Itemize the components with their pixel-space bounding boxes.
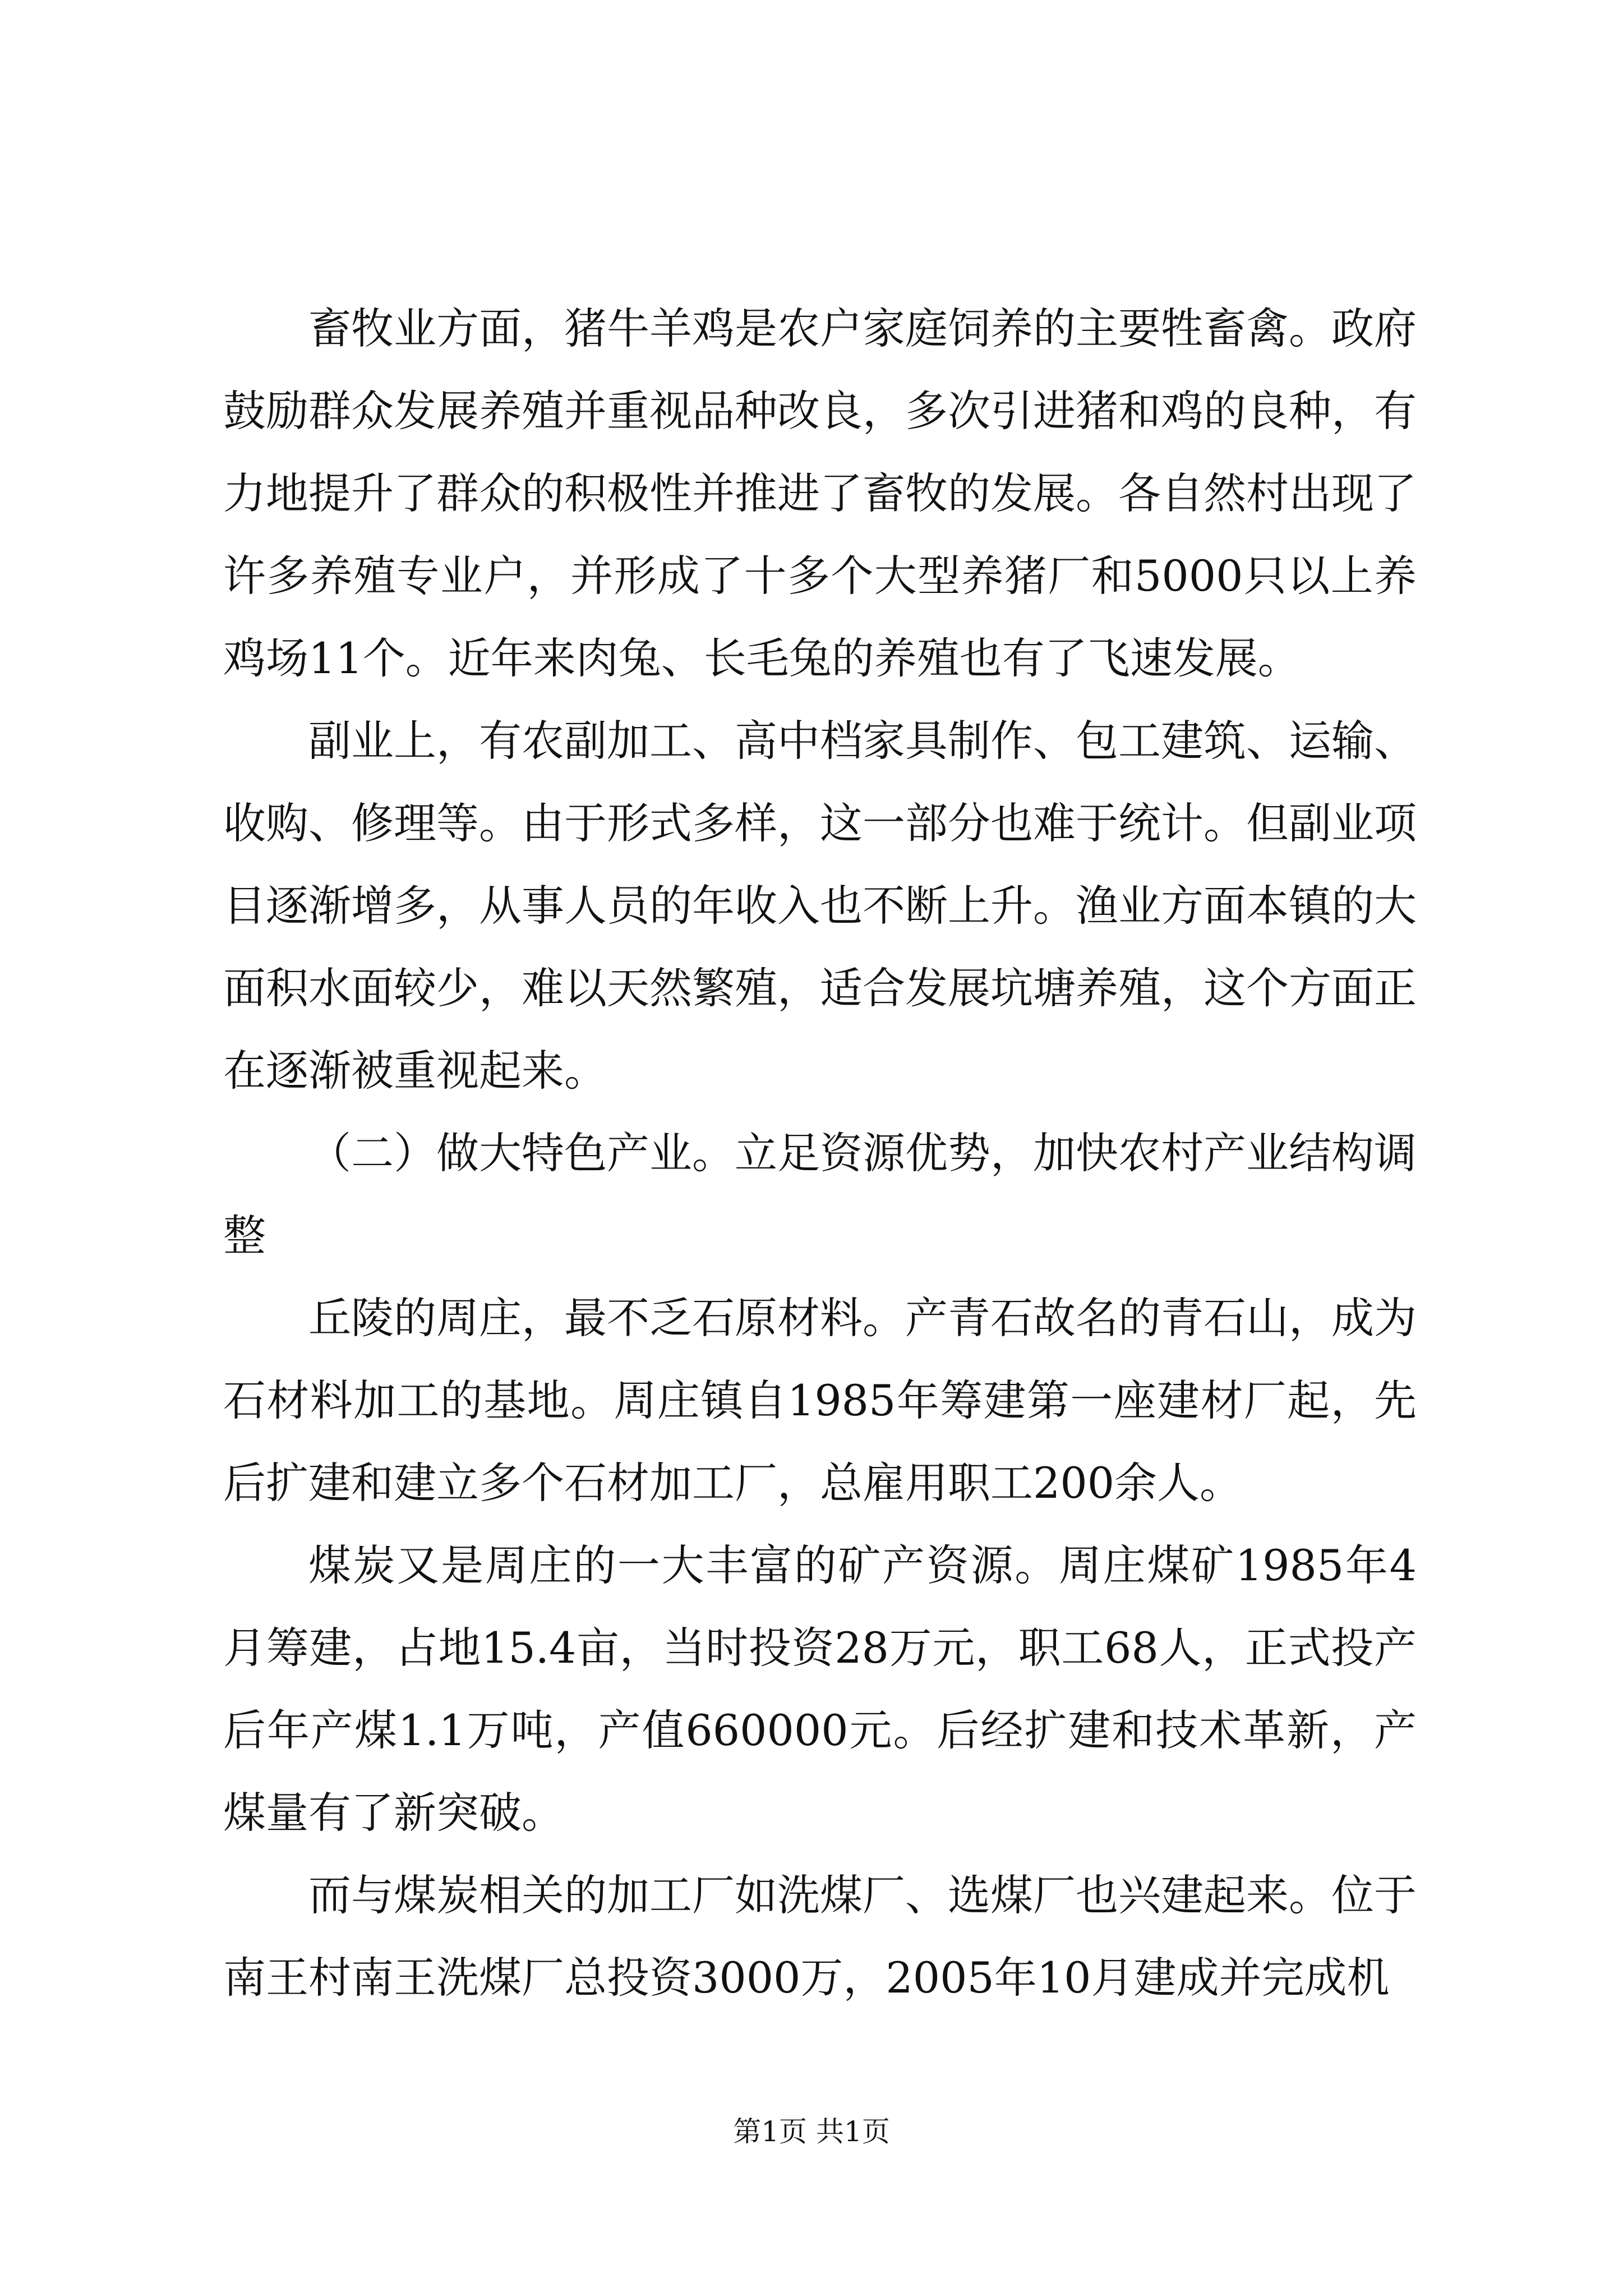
page-number-footer: 第1页 共1页	[733, 2115, 890, 2148]
paragraph-stone: 丘陵的周庄，最不乏石原材料。产青石故名的青石山，成为石材料加工的基地。周庄镇自1985年筹建第一座建材厂起，先后扩建和建立多个石材加工厂，总雇用职工200余人。	[223, 1293, 1417, 1508]
document-body	[223, 287, 1417, 2019]
paragraph-livestock: 畜牧业方面，猪牛羊鸡是农户家庭饲养的主要牲畜禽。政府鼓励群众发展养殖并重视品种改良，多次引进猪和鸡的良种，有力地提升了群众的积极性并推进了畜牧的发展。各自然村出现了许多养殖专业户，并形成了十多个大型养猪厂和5000只以上养鸡场11个。近年来肉兔、长毛兔的养殖也有了飞速发展。	[223, 303, 1417, 683]
paragraph-sideline: 副业上，有农副加工、高中档家具制作、包工建筑、运输、收购、修理等。由于形式多样，这一部分也难于统计。但副业项目逐渐增多，从事人员的年收入也不断上升。渔业方面本镇的大面积水面较少，难以天然繁殖，适合发展坑塘养殖，这个方面正在逐渐被重视起来。	[223, 716, 1417, 1096]
paragraph-coal-processing: 而与煤炭相关的加工厂如洗煤厂、选煤厂也兴建起来。位于南王村南王洗煤厂总投资3000万，2005年10月建成并完成机	[223, 1870, 1417, 2003]
paragraph-coal: 煤炭又是周庄的一大丰富的矿产资源。周庄煤矿1985年4月筹建，占地15.4亩，当时投资28万元，职工68人，正式投产后年产煤1.1万吨，产值660000元。后经扩建和技术革新，产煤量有了新突破。	[223, 1540, 1417, 1838]
section-heading: （二）做大特色产业。立足资源优势，加快农村产业结构调整	[223, 1128, 1417, 1260]
